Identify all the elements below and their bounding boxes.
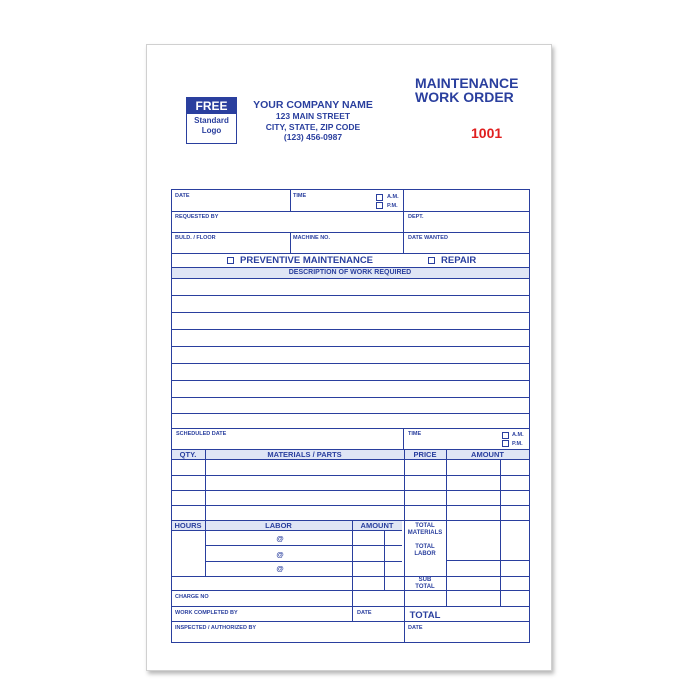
total-label: TOTAL <box>409 610 441 621</box>
hours-header: HOURS <box>174 521 202 530</box>
preventive-checkbox[interactable] <box>227 257 234 264</box>
preventive-label: PREVENTIVE MAINTENANCE <box>240 255 374 266</box>
am-label: A.M. <box>387 194 399 200</box>
time-label: TIME <box>293 193 307 199</box>
description-header: DESCRIPTION OF WORK REQUIRED <box>288 269 412 276</box>
pm-label: P.M. <box>387 203 398 209</box>
am2-checkbox[interactable] <box>502 432 509 439</box>
price-header: PRICE <box>413 450 437 459</box>
pm2-label: P.M. <box>512 441 523 447</box>
charge-no-label: CHARGE NO <box>175 594 209 600</box>
repair-checkbox[interactable] <box>428 257 435 264</box>
logo-free-badge: FREE <box>187 98 236 114</box>
pm-checkbox[interactable] <box>376 202 383 209</box>
sub-total-label: SUB TOTAL <box>415 577 435 590</box>
materials-header: MATERIALS / PARTS <box>267 450 342 459</box>
company-phone: (123) 456-0987 <box>283 132 343 142</box>
am2-label: A.M. <box>512 432 524 438</box>
time2-label: TIME <box>408 431 422 437</box>
labor-header: LABOR <box>265 521 292 530</box>
form-title-line1: MAINTENANCE <box>415 75 519 91</box>
requested-by-label: REQUESTED BY <box>175 214 219 220</box>
date3-label: DATE <box>408 625 423 631</box>
company-city: CITY, STATE, ZIP CODE <box>265 121 361 132</box>
logo-line2: Logo <box>201 126 222 135</box>
work-completed-by-label: WORK COMPLETED BY <box>175 610 238 616</box>
scheduled-date-label: SCHEDULED DATE <box>176 431 227 437</box>
date2-label: DATE <box>357 610 372 616</box>
company-name: YOUR COMPANY NAME <box>253 99 373 111</box>
logo-line1: Standard <box>194 116 229 125</box>
date-label: DATE <box>175 193 190 199</box>
date-wanted-label: DATE WANTED <box>408 235 448 241</box>
inspected-by-label: INSPECTED / AUTHORIZED BY <box>175 625 257 631</box>
labor-at-2: @ <box>276 550 284 559</box>
repair-label: REPAIR <box>441 255 477 266</box>
qty-header: QTY. <box>179 450 197 459</box>
dept-label: DEPT. <box>408 214 424 220</box>
labor-at-3: @ <box>276 564 284 573</box>
machine-no-label: MACHINE NO. <box>293 235 330 241</box>
pm2-checkbox[interactable] <box>502 440 509 447</box>
total-labor-label: TOTAL LABOR <box>414 544 436 557</box>
labor-at-1: @ <box>276 534 284 543</box>
amount-header: AMOUNT <box>471 450 504 459</box>
bldg-floor-label: BULD. / FLOOR <box>175 235 216 241</box>
am-checkbox[interactable] <box>376 194 383 201</box>
work-order-number: 1001 <box>471 125 503 141</box>
company-street: 123 MAIN STREET <box>275 111 351 121</box>
labor-amount-header: AMOUNT <box>360 521 394 530</box>
form-title-line2: WORK ORDER <box>415 89 514 105</box>
total-materials-label: TOTAL MATERIALS <box>407 523 443 536</box>
